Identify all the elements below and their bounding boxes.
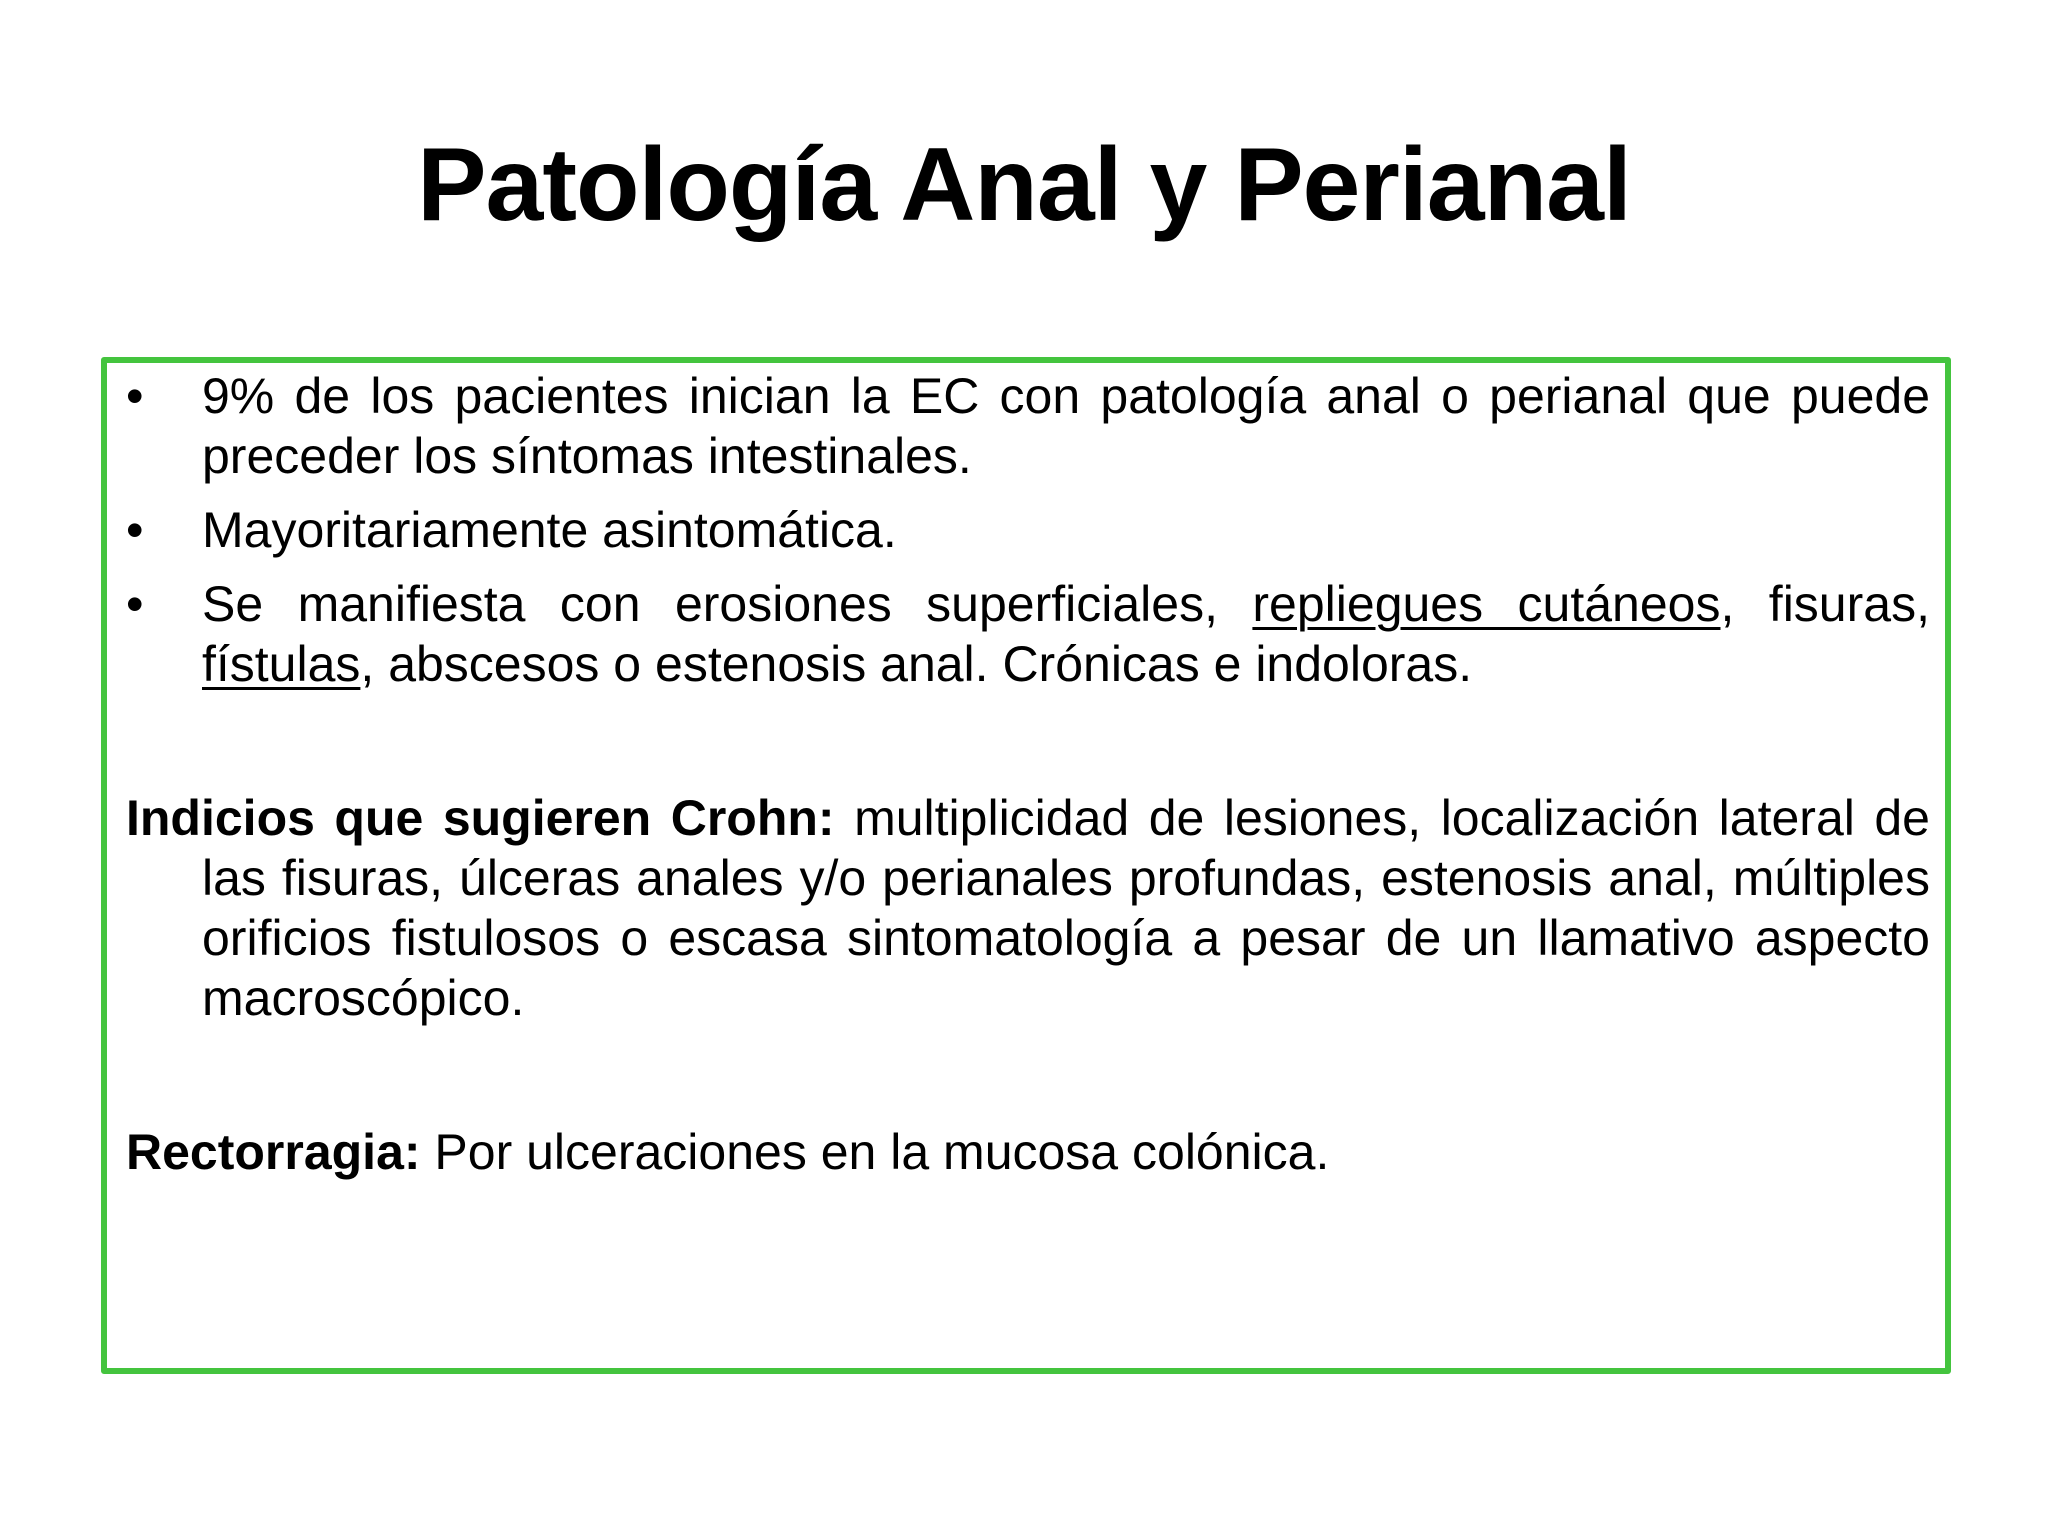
bullet-list (126, 366, 1930, 694)
bullet-item-asymptomatic (126, 500, 1930, 560)
indicios-paragraph (126, 788, 1930, 1028)
rectorragia-label: Rectorragia: (126, 1124, 421, 1180)
bullet-dot: • (126, 502, 144, 558)
bullet-item-manifestations (126, 574, 1930, 694)
bullet-text-manifestations-middle: , fisuras, (1720, 576, 1930, 632)
underlined-term-fistulas: fístulas (202, 636, 361, 692)
indicios-label: Indicios que sugieren Crohn: (126, 790, 835, 846)
bullet-text-manifestations-start: Se manifiesta con erosiones superficiales, (202, 576, 1253, 632)
rectorragia-paragraph (126, 1122, 1930, 1182)
content-area (126, 366, 1930, 1182)
bullet-dot: • (126, 576, 144, 632)
bullet-text-onset: 9% de los pacientes inician la EC con patología anal o perianal que puede preceder los síntomas intestinales. (202, 368, 1930, 484)
indicios-text: multiplicidad de lesiones, localización lateral de las fisuras, úlceras anales y/o perianales profundas, estenosis anal, múltiples orificios fistulosos o escasa sintomatología a pesar de un llamativo aspecto macroscópico. (202, 790, 1930, 1026)
bullet-item-onset (126, 366, 1930, 486)
bullet-text-asymptomatic: Mayoritariamente asintomática. (202, 502, 897, 558)
underlined-term-repliegues: repliegues cutáneos (1252, 576, 1721, 632)
slide-title: Patología Anal y Perianal (417, 127, 1631, 243)
bullet-text-manifestations-end: , abscesos o estenosis anal. Crónicas e indoloras. (360, 636, 1473, 692)
bullet-dot: • (126, 368, 144, 424)
rectorragia-text: Por ulceraciones en la mucosa colónica. (420, 1124, 1330, 1180)
